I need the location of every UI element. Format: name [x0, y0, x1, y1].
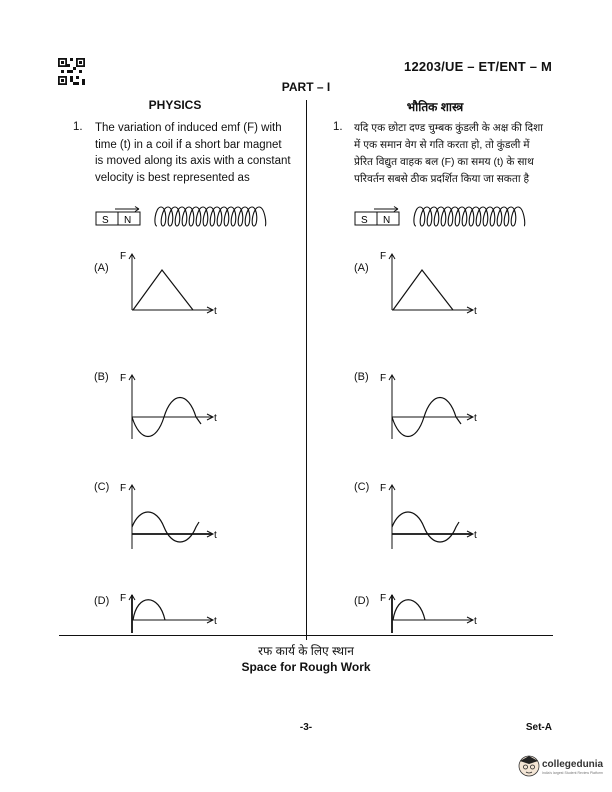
rough-work-label-hi: रफ कार्य के लिए स्थान — [258, 644, 354, 658]
graph-y-label: F — [120, 251, 127, 262]
sine-curve — [392, 512, 459, 542]
graph-y-label: F — [380, 373, 387, 384]
subject-title-hi: भौतिक शास्त्र — [406, 100, 464, 114]
question-number-en: 1. — [73, 121, 83, 133]
option-c-label: (C) — [94, 481, 110, 493]
graph-y-label: F — [380, 483, 387, 494]
rough-work-label-en: Space for Rough Work — [241, 660, 371, 674]
graph-x-label: t — [474, 413, 477, 424]
paper-code: 12203/UE – ET/ENT – M — [404, 59, 552, 74]
graph-option-a — [115, 247, 225, 322]
question-line: is moved along its axis with a constant — [95, 155, 291, 167]
graph-y-label: F — [380, 251, 387, 262]
magnet-coil-svg — [354, 198, 544, 234]
question-number-hi: 1. — [333, 121, 343, 133]
question-text-en — [95, 120, 305, 186]
set-label: Set-A — [525, 722, 552, 733]
half-sine-curve — [393, 600, 425, 620]
option-a-label: (A) — [94, 262, 109, 274]
subject-title-en: PHYSICS — [148, 98, 202, 112]
rough-work-divider — [59, 635, 553, 636]
magnet-s-label: S — [361, 215, 368, 226]
magnet-coil-diagram-hi — [354, 198, 544, 239]
column-divider — [306, 100, 307, 640]
question-line: परिवर्तन सबसे ठीक प्रदर्शित किया जा सकता है — [354, 173, 530, 185]
logo-tagline: India's largest Student Review Platform — [542, 771, 603, 775]
graph-x-label: t — [214, 306, 217, 317]
question-line: प्रेरित विद्युत वाहक बल (F) का समय (t) के साथ — [354, 156, 534, 168]
graph-option-b — [115, 367, 225, 445]
sine-curve — [132, 512, 199, 542]
question-line: The variation of induced emf (F) with — [95, 122, 282, 134]
graph-y-label: F — [120, 593, 127, 604]
graph-option-b — [375, 367, 485, 445]
coil — [155, 207, 266, 226]
graph-x-label: t — [214, 530, 217, 541]
page-number: -3- — [299, 722, 313, 733]
graph-x-label: t — [474, 530, 477, 541]
logo-text: collegedunia — [542, 759, 604, 770]
option-b-label: (B) — [94, 371, 109, 383]
half-sine-curve — [133, 600, 165, 620]
graph-y-label: F — [120, 373, 127, 384]
graph-y-label: F — [380, 593, 387, 604]
part-heading: PART – I — [281, 80, 331, 94]
question-line: time (t) in a coil if a short bar magnet — [95, 138, 282, 151]
option-c-label: (C) — [354, 481, 370, 493]
triangle-curve — [393, 270, 453, 310]
option-d-label: (D) — [94, 595, 110, 607]
graph-y-label: F — [120, 483, 127, 494]
magnet-n-label: N — [383, 215, 391, 226]
question-line: यदि एक छोटा दण्ड चुम्बक कुंडली के अक्ष की दिशा — [354, 122, 543, 134]
collegedunia-logo — [516, 750, 608, 782]
graph-option-d — [115, 589, 225, 635]
triangle-curve — [133, 270, 193, 310]
graph-option-d — [375, 589, 485, 635]
graph-x-label: t — [474, 616, 477, 627]
graph-option-c — [375, 477, 485, 555]
option-b-label: (B) — [354, 371, 369, 383]
magnet-s-label: S — [102, 215, 109, 226]
graph-option-c — [115, 477, 225, 555]
question-line: में एक समान वेग से गति करता हो, तो कुंडली में — [354, 139, 530, 151]
graph-x-label: t — [214, 413, 217, 424]
question-line: velocity is best represented as — [95, 171, 250, 184]
magnet-coil-svg — [95, 198, 285, 234]
graph-x-label: t — [214, 616, 217, 627]
graph-x-label: t — [474, 306, 477, 317]
option-a-label: (A) — [354, 262, 369, 274]
question-text-hi — [354, 120, 559, 188]
graph-option-a — [375, 247, 485, 322]
option-d-label: (D) — [354, 595, 370, 607]
coil — [414, 207, 525, 226]
magnet-coil-diagram-en — [95, 198, 285, 239]
magnet-n-label: N — [124, 215, 132, 226]
